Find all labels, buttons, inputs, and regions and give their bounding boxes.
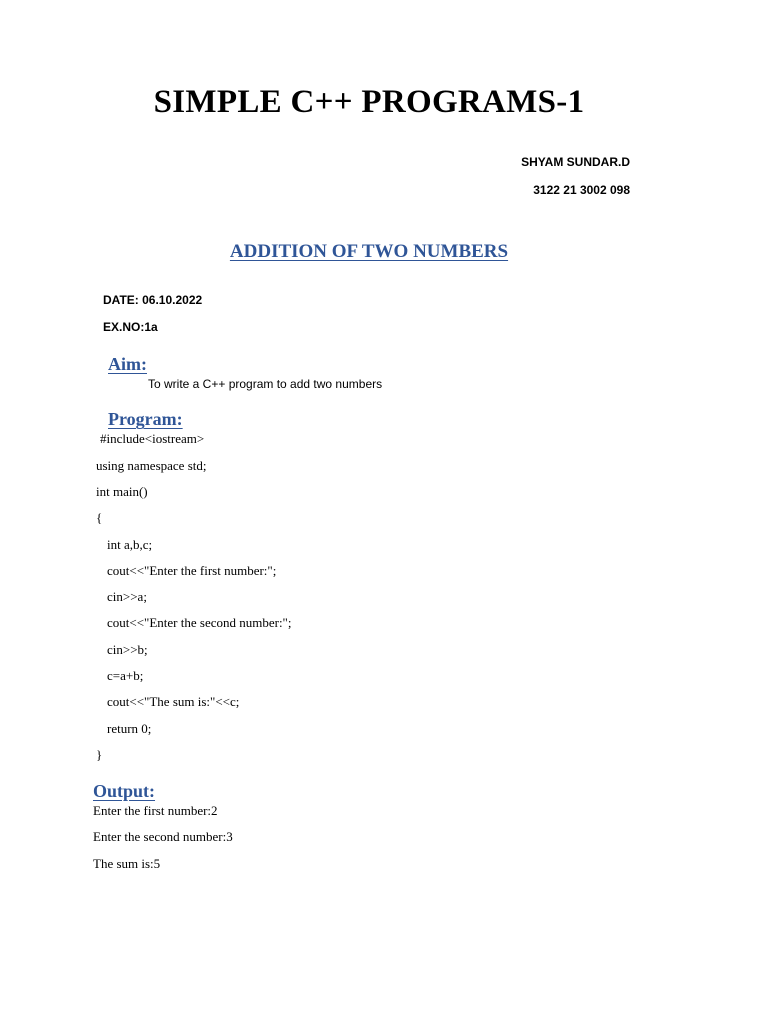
output-line: The sum is:5 [93, 856, 161, 871]
code-line: { [96, 510, 103, 525]
output-line: Enter the second number:3 [93, 829, 233, 844]
code-line: c=a+b; [107, 668, 144, 683]
code-line: int a,b,c; [107, 537, 153, 552]
code-line: cin>>b; [107, 642, 148, 657]
code-line: using namespace std; [96, 458, 207, 473]
code-line: #include<iostream> [100, 431, 205, 446]
code-line: int main() [96, 484, 148, 499]
code-line: return 0; [107, 721, 152, 736]
code-line: cout<<"The sum is:"<<c; [107, 694, 240, 709]
document-title: SIMPLE C++ PROGRAMS-1 [153, 84, 585, 120]
output-heading: Output: [93, 781, 156, 801]
program-heading: Program: [108, 409, 183, 429]
date-line: DATE: 06.10.2022 [103, 293, 203, 307]
exercise-number: EX.NO:1a [103, 320, 158, 334]
aim-heading: Aim: [108, 354, 147, 374]
author-block [521, 154, 630, 210]
code-line: } [96, 747, 103, 762]
author-id: 3122 21 3002 098 [533, 183, 630, 197]
section-title: ADDITION OF TWO NUMBERS [229, 241, 509, 262]
author-name: SHYAM SUNDAR.D [521, 155, 630, 169]
code-line: cin>>a; [107, 589, 147, 604]
code-line: cout<<"Enter the second number:"; [107, 615, 292, 630]
output-line: Enter the first number:2 [93, 803, 218, 818]
aim-text: To write a C++ program to add two numbers [148, 377, 383, 391]
code-line: cout<<"Enter the first number:"; [107, 563, 277, 578]
